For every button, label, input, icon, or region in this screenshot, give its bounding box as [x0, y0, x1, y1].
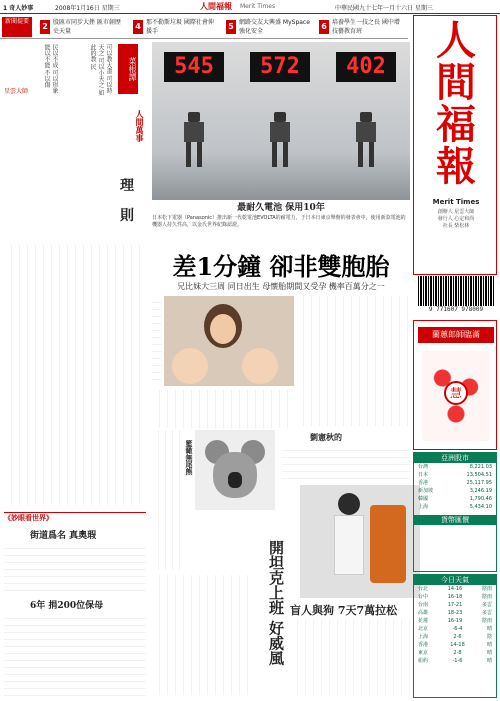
- top-logo-en: Merit Times: [240, 3, 276, 10]
- masthead-title: 人間福報: [436, 17, 476, 190]
- section-head: 人間萬事: [135, 110, 144, 142]
- twins-article-body-2: [152, 390, 294, 428]
- cheng-article-body: [282, 444, 410, 482]
- news-item[interactable]: [226, 18, 316, 36]
- stock-table: [413, 452, 497, 572]
- weather-row: 花蓮 16-19 陰雨: [418, 618, 492, 624]
- top-logo: 人間福報: [200, 2, 232, 11]
- currency-heading: 貨幣匯價: [414, 515, 496, 525]
- news-item-text: 股匯市同步大挫 匯市創歷史天量: [53, 19, 121, 35]
- masthead-credits: 創辦人 星雲大師 發行人 心定和尚 社長 柴松林: [437, 209, 475, 229]
- stock-row: 上海 5,434.10: [418, 504, 492, 510]
- advertisement[interactable]: [413, 320, 497, 450]
- weather-heading: 今日天氣: [414, 575, 496, 585]
- news-item[interactable]: [40, 18, 130, 36]
- robot-lede: 日本松下電器（Panasonic）推出新一代乾電池EVOLTA的耐電力，于日本日東京舉辦的發表會中，使用新款電池的機器人持久性高，以金氏世界紀錄認證。: [152, 215, 406, 228]
- koala-photo: [195, 430, 275, 510]
- cheng-title[interactable]: 劉憲秋的: [310, 432, 342, 442]
- stock-row: 日本 13,504.51: [418, 472, 492, 478]
- weather-table: [413, 574, 497, 698]
- section-label: 1 奇人妙事: [3, 5, 34, 12]
- twins-caption-block: [152, 296, 162, 386]
- stock-row: 香港 25,117.95: [418, 480, 492, 486]
- masthead-en: Merit Times: [432, 198, 480, 206]
- ad-seal: 慧: [444, 381, 468, 405]
- date-left: 2008年1月16日 星期三: [55, 5, 120, 12]
- cheng-photo: [300, 485, 420, 598]
- news-item[interactable]: [133, 18, 223, 36]
- news-item-number: 6: [319, 20, 329, 34]
- koala-caption: 籃瞰無尾熊: [185, 440, 194, 475]
- news-item-text: 網路交友大興盛 MySpace強化安全: [239, 19, 310, 35]
- news-item-text: 那不勒斯垃圾 國際社會伸援手: [146, 19, 214, 35]
- news-item-number: 4: [133, 20, 143, 34]
- caigentan-badge: 菜根譚: [118, 44, 138, 94]
- robot-battery-photo: [152, 42, 410, 200]
- tank-headline[interactable]: 開坦克上班 好威風: [267, 540, 285, 666]
- ad-title: 蘭蕙郎師臨滿: [418, 327, 494, 343]
- masthead: [413, 15, 497, 275]
- byline: 星雲大師: [4, 88, 29, 95]
- weather-row: 台北 14-16 陰雨: [418, 586, 492, 592]
- score-display: 545: [164, 52, 224, 82]
- koala-article-body: [152, 430, 180, 570]
- stock-row: 韓國 1,790.46: [418, 496, 492, 502]
- twins-article-body: [296, 296, 410, 426]
- news-item-text: 培養學生一技之長 國中增技藝教育班: [332, 19, 400, 35]
- stock-row: 新加坡 3,246.19: [418, 488, 492, 494]
- news-summary-tag: 新聞提要: [2, 17, 32, 37]
- weather-row: 北京 -6-4 晴: [418, 626, 492, 632]
- weather-row: 上海 2-6 陰: [418, 634, 492, 640]
- left-article-text-block: [4, 245, 146, 505]
- main-subhead: 兄比妹大三周 同日出生 母懷胎期間又受孕 機率百萬分之一: [177, 282, 385, 291]
- twins-photo: [164, 296, 294, 386]
- main-headline[interactable]: 差1分鐘 卻非雙胞胎: [172, 252, 390, 281]
- weather-row: 紐約 -1-6 晴: [418, 658, 492, 664]
- street-name-title: 街道爲名 真奧瑕: [30, 531, 97, 541]
- miaoyan-tag: 《妙眼看世界》: [4, 512, 146, 524]
- article-title-li: 理: [120, 178, 134, 194]
- barcode-digits: 9 771607 978009: [428, 306, 484, 313]
- weather-row: 高雄 18-23 多雲: [418, 610, 492, 616]
- news-item-number: 5: [226, 20, 236, 34]
- robot-photo-caption: 最耐久電池 保用10年: [237, 203, 325, 213]
- news-item-number: 2: [40, 20, 50, 34]
- robot-figure: [351, 112, 381, 167]
- left-vertical-text: 民以不成 可以形象 能以不能 不以傷: [43, 44, 58, 94]
- blind-dog-article-body: [290, 620, 410, 696]
- left-vertical-text-2: 可以教大畫 可以時天之 可以小天之 如此的教 民: [89, 44, 112, 96]
- weather-row: 香港 14-18 晴: [418, 642, 492, 648]
- robot-figure: [265, 112, 295, 167]
- score-display: 402: [336, 52, 396, 82]
- weather-row: 台南 17-21 多雲: [418, 602, 492, 608]
- blind-dog-headline[interactable]: 盲人與狗 7天7萬拉松: [290, 604, 398, 617]
- weather-row: 台中 16-18 陰雨: [418, 594, 492, 600]
- date-right: 中華民國九十七年一月十六日 星期三: [335, 5, 433, 12]
- tank-article-body: [152, 575, 252, 695]
- barcode: [418, 276, 494, 316]
- nanny-title: 6年 捐200位保母: [30, 601, 104, 611]
- news-item[interactable]: [319, 18, 407, 36]
- stock-row: 台灣 8,221.03: [418, 464, 492, 470]
- article-title-ze: 則: [120, 208, 134, 224]
- weather-row: 東京 2-8 晴: [418, 650, 492, 656]
- stock-heading: 亞洲股市: [414, 453, 496, 463]
- street-name-body: [4, 542, 146, 592]
- news-summary-bar: [0, 15, 408, 39]
- top-bar: [0, 0, 500, 14]
- nanny-body: [4, 612, 146, 697]
- robot-figure: [179, 112, 209, 167]
- score-display: 572: [250, 52, 310, 82]
